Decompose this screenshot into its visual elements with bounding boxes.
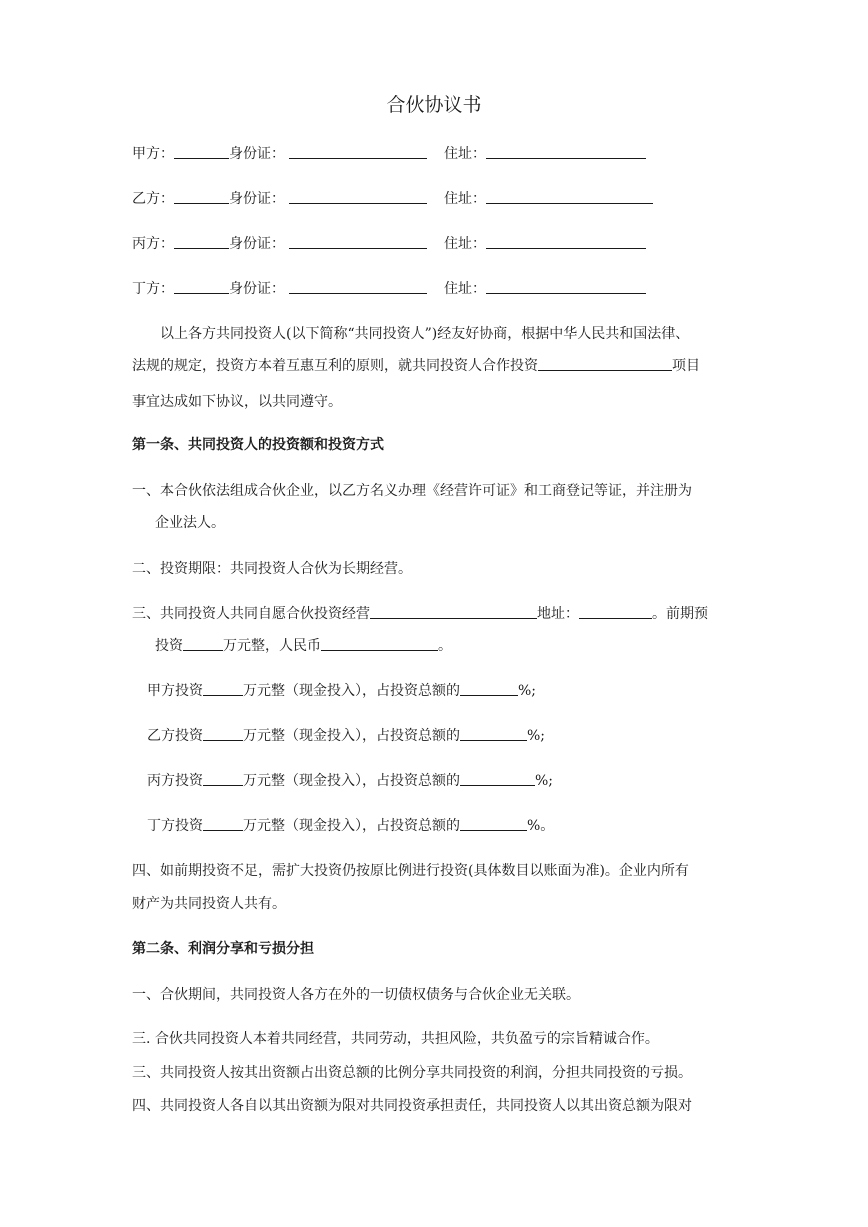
- address-label: 住址：: [444, 281, 486, 297]
- article-2-item-3: 三、共同投资人按其出资额占出资总额的比例分享共同投资的利润，分担共同投资的亏损。: [132, 1065, 692, 1081]
- name-blank: [174, 189, 229, 204]
- share-row-b: [147, 726, 545, 746]
- address-blank: [486, 189, 653, 204]
- percent-blank: [460, 681, 518, 696]
- document-title: 合伙协议书: [386, 94, 482, 116]
- share-row-d: [147, 816, 554, 836]
- share-text: 万元整（现金投入），占投资总额的: [243, 773, 460, 789]
- item-text: 地址：: [537, 606, 579, 622]
- party-label: 丙方：: [132, 236, 174, 252]
- share-end: %。: [527, 818, 555, 834]
- name-blank: [174, 279, 229, 294]
- intro-text: 法规的规定，投资方本着互惠互利的原则，就共同投资人合作投资: [132, 358, 538, 374]
- amount-blank: [203, 771, 243, 786]
- share-row-c: [147, 771, 553, 791]
- address-blank: [486, 144, 646, 159]
- id-label: 身份证：: [229, 191, 285, 207]
- article-2-heading: 第二条、利润分享和亏损分担: [132, 941, 314, 957]
- article-1-item-4-line-1: 四、如前期投资不足，需扩大投资仍按原比例进行投资(具体数目以账面为准)。企业内所有: [132, 863, 689, 879]
- share-text: 万元整（现金投入），占投资总额的: [243, 818, 460, 834]
- article-1-item-3-line-1: [132, 604, 708, 624]
- article-2-item-4: 四、共同投资人各自以其出资额为限对共同投资承担责任，共同投资人以其出资总额为限对: [132, 1098, 692, 1114]
- percent-blank: [460, 726, 527, 741]
- share-party: 甲方投资: [147, 683, 203, 699]
- party-label: 丁方：: [132, 281, 174, 297]
- share-end: %;: [518, 683, 537, 699]
- id-blank: [289, 144, 427, 159]
- intro-line-2: [132, 356, 700, 376]
- project-blank: [538, 356, 672, 371]
- id-label: 身份证：: [229, 146, 285, 162]
- article-2-item-1: 一、合伙期间，共同投资人各方在外的一切债权债务与合伙企业无关联。: [132, 987, 580, 1003]
- party-row-a: [132, 144, 646, 164]
- address-blank: [486, 234, 646, 249]
- item-text: 。前期预: [652, 606, 708, 622]
- party-label: 乙方：: [132, 191, 174, 207]
- percent-blank: [460, 816, 527, 831]
- name-blank: [174, 144, 229, 159]
- party-row-c: [132, 234, 646, 254]
- item-text: 。: [438, 638, 452, 654]
- id-blank: [289, 189, 427, 204]
- address-label: 住址：: [444, 146, 486, 162]
- article-1-item-2: 二、投资期限：共同投资人合伙为长期经营。: [132, 561, 412, 577]
- name-blank: [174, 234, 229, 249]
- share-text: 万元整（现金投入），占投资总额的: [243, 683, 460, 699]
- article-2-item-2: 三. 合伙共同投资人本着共同经营，共同劳动，共担风险，共负盈亏的宗旨精诚合作。: [132, 1031, 659, 1047]
- rmb-blank: [321, 636, 438, 651]
- party-row-d: [132, 279, 646, 299]
- article-1-item-4-line-2: 财产为共同投资人共有。: [132, 896, 286, 912]
- business-blank: [370, 604, 537, 619]
- share-end: %;: [535, 773, 554, 789]
- article-1-item-1-line-1: 一、本合伙依法组成合伙企业，以乙方名义办理《经营许可证》和工商登记等证，并注册为: [132, 483, 692, 499]
- address-label: 住址：: [444, 236, 486, 252]
- amount-blank: [203, 726, 243, 741]
- address-blank: [579, 604, 652, 619]
- amount-blank: [203, 816, 243, 831]
- address-label: 住址：: [444, 191, 486, 207]
- id-label: 身份证：: [229, 281, 285, 297]
- item-text: 投资: [155, 638, 183, 654]
- item-text: 万元整，人民币: [223, 638, 321, 654]
- share-party: 丁方投资: [147, 818, 203, 834]
- share-text: 万元整（现金投入），占投资总额的: [243, 728, 460, 744]
- share-party: 乙方投资: [147, 728, 203, 744]
- id-blank: [289, 279, 427, 294]
- item-text: 三、共同投资人共同自愿合伙投资经营: [132, 606, 370, 622]
- intro-text-end: 项目: [672, 358, 700, 374]
- amount-blank: [183, 636, 223, 651]
- id-label: 身份证：: [229, 236, 285, 252]
- party-row-b: [132, 189, 653, 209]
- share-party: 丙方投资: [147, 773, 203, 789]
- party-label: 甲方：: [132, 146, 174, 162]
- address-blank: [486, 279, 646, 294]
- article-1-item-3-line-2: [155, 636, 452, 656]
- share-row-a: [147, 681, 536, 701]
- article-1-heading: 第一条、共同投资人的投资额和投资方式: [132, 437, 384, 453]
- article-1-item-1-line-2: 企业法人。: [155, 515, 225, 531]
- amount-blank: [203, 681, 243, 696]
- percent-blank: [460, 771, 535, 786]
- id-blank: [289, 234, 427, 249]
- intro-line-1: 以上各方共同投资人(以下简称“共同投资人”)经友好协商，根据中华人民共和国法律、: [160, 326, 690, 342]
- share-end: %;: [527, 728, 546, 744]
- intro-line-3: 事宜达成如下协议，以共同遵守。: [132, 394, 342, 410]
